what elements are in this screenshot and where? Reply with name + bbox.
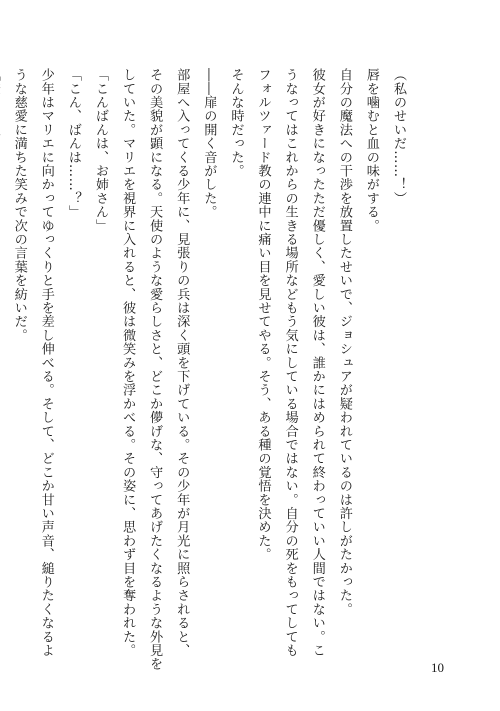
text-line: 「こんばんは、お姉さん」 bbox=[92, 68, 108, 233]
page-number: 10 bbox=[431, 660, 444, 675]
text-line: 唇を噛むと血の味がする。 bbox=[363, 68, 379, 233]
text-line bbox=[0, 68, 6, 648]
text-line: そんな時だった。 bbox=[228, 68, 244, 178]
text-line: うなってはこれからの生きる場所などもう気にしている場合ではない。自分の死をもってしても bbox=[282, 68, 298, 658]
text-line: うな慈愛に満ちた笑みで次の言葉を紡いだ。 bbox=[11, 68, 27, 342]
text-line: フォルツァード教の連中に痛い目を見せてやる。そう、ある種の覚悟を決めた。 bbox=[255, 68, 271, 562]
text-line: その美貌が顕になる。天使のような愛らしさと、どこか儚げな、守ってあげたくなるような外見を bbox=[147, 68, 163, 671]
text-line: 彼女が好きになったただ優しく、愛しい彼は、誰かにはめられて終わっていい人間ではない。こ bbox=[309, 68, 325, 658]
text-line: していた。マリエを視界に入れると、彼は微笑みを浮かべる。その姿に、思わず目を奪われた。 bbox=[120, 68, 136, 658]
text-line: 自分の魔法への干渉を放置したせいで、ジョシュアが疑われているのは許しがたかった。 bbox=[336, 68, 352, 616]
text-line: （私のせいだ……！） bbox=[391, 68, 406, 205]
text-line: 少年はマリエに向かってゆっくりと手を差し伸べる。そして、どこか甘い声音、縋りたくなるよ bbox=[38, 68, 54, 658]
vertical-text-body bbox=[11, 68, 412, 671]
text-line: 部屋へ入ってくる少年に、見張りの兵は深く頭を下げている。その少年が月光に照らされると、 bbox=[174, 68, 190, 658]
text-line: ――扉の開く音がした。 bbox=[201, 68, 217, 219]
text-line: 「こん、ばんは……？」 bbox=[65, 68, 81, 219]
